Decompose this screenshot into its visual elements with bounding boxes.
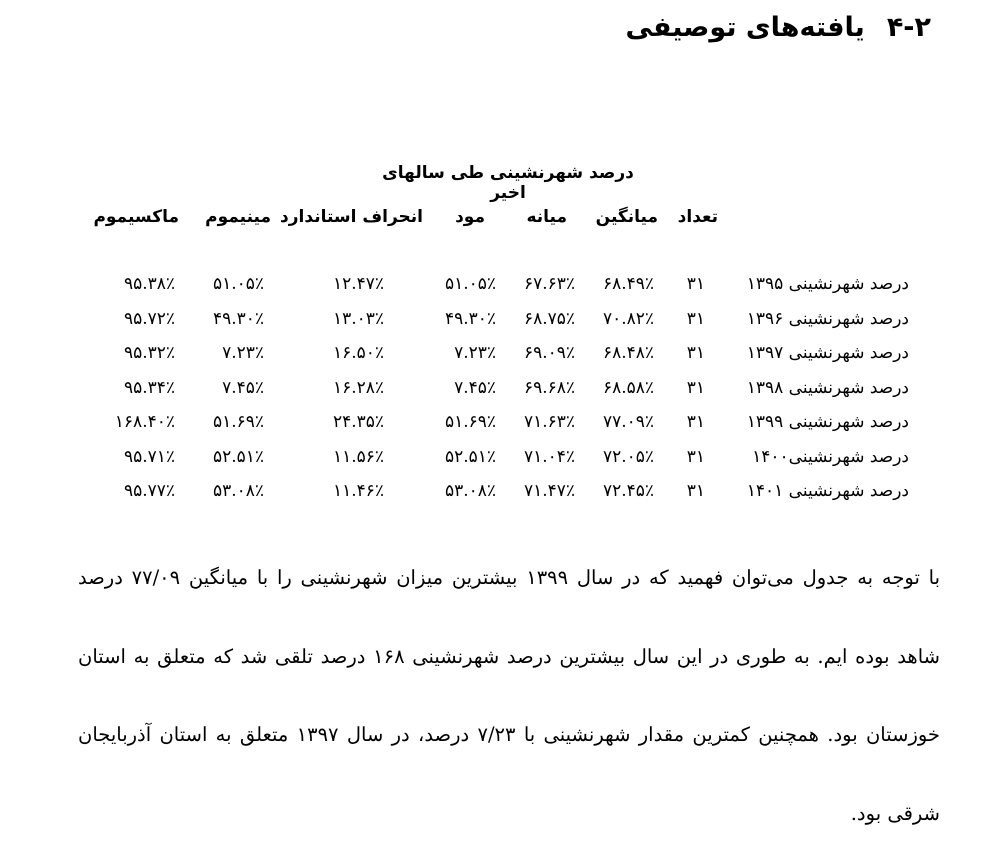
cell-mode: ۵۱.۰۵٪ (444, 274, 496, 294)
cell-max: ۱۶۸.۴۰٪ (114, 412, 175, 432)
col-header-count: تعداد (677, 207, 718, 227)
row-label: درصد شهرنشینی ۱۳۹۷ (746, 343, 909, 363)
cell-count: ۳۱ (686, 274, 705, 294)
paragraph-line: خوزستان بود. همچنین کمترین مقدار شهرنشینی با ۷/۲۳ درصد، در سال ۱۳۹۷ متعلق به استان آذربایجان (78, 723, 940, 746)
col-header-mean: میانگین (595, 207, 658, 227)
cell-mean: ۷۲.۰۵٪ (602, 446, 654, 467)
cell-mean: ۷۷.۰۹٪ (602, 412, 654, 432)
cell-std: ۱۳.۰۳٪ (332, 308, 384, 329)
cell-min: ۵۱.۶۹٪ (212, 412, 264, 432)
cell-median: ۶۸.۷۵٪ (523, 308, 575, 329)
cell-mode: ۷.۴۵٪ (454, 377, 496, 398)
col-header-min: مینیموم (205, 207, 271, 227)
row-label: درصد شهرنشینی ۱۳۹۹ (746, 412, 909, 432)
paragraph-line: با توجه به جدول می‌توان فهمید که در سال ۱۳۹۹ بیشترین میزان شهرنشینی را با میانگین ۷۷/۰۹ درصد (78, 566, 941, 589)
cell-std: ۱۱.۵۶٪ (332, 446, 384, 467)
section-title: یافته‌های توصیفی (625, 12, 865, 43)
cell-mean: ۶۸.۵۸٪ (602, 377, 654, 398)
cell-std: ۲۴.۳۵٪ (332, 412, 384, 432)
cell-median: ۷۱.۴۷٪ (523, 481, 575, 501)
row-label: درصد شهرنشینی۱۴۰۰ (752, 446, 909, 467)
col-header-median: میانه (526, 207, 567, 227)
cell-median: ۶۷.۶۳٪ (523, 274, 575, 294)
cell-max: ۹۵.۷۷٪ (123, 481, 175, 501)
cell-count: ۳۱ (686, 343, 705, 363)
cell-min: ۵۳.۰۸٪ (212, 481, 264, 501)
col-header-mode: مود (455, 207, 485, 227)
row-label: درصد شهرنشینی ۱۴۰۱ (746, 481, 909, 501)
cell-count: ۳۱ (686, 412, 705, 432)
paragraph-line: شاهد بوده ایم. به طوری در این سال بیشترین درصد شهرنشینی ۱۶۸ درصد تلقی شد که متعلق به استان (78, 645, 940, 668)
cell-mode: ۵۲.۵۱٪ (444, 446, 496, 467)
cell-median: ۶۹.۰۹٪ (523, 343, 575, 363)
cell-std: ۱۲.۴۷٪ (332, 274, 384, 294)
cell-min: ۵۱.۰۵٪ (212, 274, 264, 294)
cell-median: ۷۱.۰۴٪ (523, 446, 575, 467)
cell-median: ۷۱.۶۳٪ (523, 412, 575, 432)
col-header-std: انحراف استاندارد (280, 207, 423, 227)
cell-mean: ۷۰.۸۲٪ (602, 308, 654, 329)
cell-mean: ۶۸.۴۹٪ (602, 274, 654, 294)
cell-std: ۱۶.۵۰٪ (332, 343, 384, 363)
cell-std: ۱۱.۴۶٪ (332, 481, 384, 501)
row-label: درصد شهرنشینی ۱۳۹۶ (746, 308, 909, 329)
cell-count: ۳۱ (686, 377, 705, 398)
cell-max: ۹۵.۳۴٪ (123, 377, 175, 398)
table-title: درصد شهرنشینی طی سالهای اخیر (382, 163, 634, 203)
cell-mode: ۵۱.۶۹٪ (444, 412, 496, 432)
section-heading (626, 12, 931, 43)
paragraph-line: شرقی بود. (850, 802, 940, 825)
cell-median: ۶۹.۶۸٪ (523, 377, 575, 398)
cell-mean: ۶۸.۴۸٪ (602, 343, 654, 363)
cell-std: ۱۶.۲۸٪ (332, 377, 384, 398)
row-label: درصد شهرنشینی ۱۳۹۵ (746, 274, 909, 294)
section-number: ۴-۲ (886, 12, 931, 43)
cell-min: ۷.۲۳٪ (222, 343, 264, 363)
cell-count: ۳۱ (686, 446, 705, 467)
cell-count: ۳۱ (686, 308, 705, 329)
cell-mode: ۵۳.۰۸٪ (444, 481, 496, 501)
cell-min: ۵۲.۵۱٪ (212, 446, 264, 467)
cell-max: ۹۵.۳۲٪ (123, 343, 175, 363)
cell-max: ۹۵.۷۲٪ (123, 308, 175, 329)
cell-count: ۳۱ (686, 481, 705, 501)
col-header-max: ماکسیموم (93, 207, 179, 227)
cell-max: ۹۵.۳۸٪ (123, 274, 175, 294)
cell-mode: ۷.۲۳٪ (454, 343, 496, 363)
cell-mode: ۴۹.۳۰٪ (444, 308, 496, 329)
cell-min: ۴۹.۳۰٪ (212, 308, 264, 329)
cell-min: ۷.۴۵٪ (222, 377, 264, 398)
cell-mean: ۷۲.۴۵٪ (602, 481, 654, 501)
cell-max: ۹۵.۷۱٪ (123, 446, 175, 467)
row-label: درصد شهرنشینی ۱۳۹۸ (746, 377, 909, 398)
